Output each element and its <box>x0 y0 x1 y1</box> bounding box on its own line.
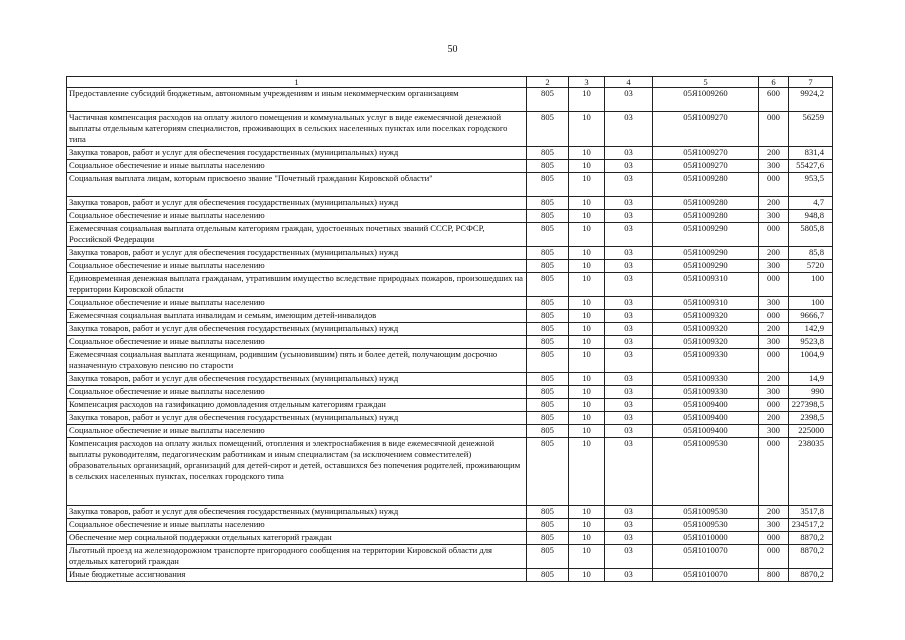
amount-cell: 56259 <box>789 112 833 147</box>
ministry-code-cell: 805 <box>527 88 569 112</box>
amount-cell: 14,9 <box>789 373 833 386</box>
ministry-code-cell: 805 <box>527 349 569 373</box>
table-row <box>67 160 833 173</box>
row-name-cell: Социальное обеспечение и иные выплаты населению <box>67 519 527 532</box>
table-row <box>67 349 833 373</box>
header-cell-1: 1 <box>67 77 527 88</box>
amount-cell: 2398,5 <box>789 412 833 425</box>
header-cell-5: 5 <box>653 77 759 88</box>
subsection-code-cell: 03 <box>605 297 653 310</box>
table-row <box>67 386 833 399</box>
expense-type-cell: 600 <box>759 88 789 112</box>
section-code-cell: 10 <box>569 173 605 197</box>
table-row <box>67 197 833 210</box>
section-code-cell: 10 <box>569 425 605 438</box>
subsection-code-cell: 03 <box>605 210 653 223</box>
subsection-code-cell: 03 <box>605 197 653 210</box>
table-row <box>67 210 833 223</box>
target-article-cell: 05Я1009330 <box>653 386 759 399</box>
expense-type-cell: 300 <box>759 260 789 273</box>
subsection-code-cell: 03 <box>605 532 653 545</box>
ministry-code-cell: 805 <box>527 336 569 349</box>
section-code-cell: 10 <box>569 349 605 373</box>
expense-type-cell: 000 <box>759 273 789 297</box>
amount-cell: 9523,8 <box>789 336 833 349</box>
section-code-cell: 10 <box>569 519 605 532</box>
table-row <box>67 519 833 532</box>
amount-cell: 3517,8 <box>789 506 833 519</box>
table-row <box>67 223 833 247</box>
table-row <box>67 173 833 197</box>
amount-cell: 238035 <box>789 438 833 506</box>
section-code-cell: 10 <box>569 147 605 160</box>
subsection-code-cell: 03 <box>605 273 653 297</box>
expense-type-cell: 300 <box>759 160 789 173</box>
section-code-cell: 10 <box>569 545 605 569</box>
table-row <box>67 147 833 160</box>
expense-type-cell: 000 <box>759 438 789 506</box>
table-row <box>67 112 833 147</box>
section-code-cell: 10 <box>569 112 605 147</box>
amount-cell: 142,9 <box>789 323 833 336</box>
amount-cell: 225000 <box>789 425 833 438</box>
header-cell-2: 2 <box>527 77 569 88</box>
expense-type-cell: 200 <box>759 247 789 260</box>
amount-cell: 4,7 <box>789 197 833 210</box>
table-row <box>67 506 833 519</box>
target-article-cell: 05Я1009280 <box>653 197 759 210</box>
ministry-code-cell: 805 <box>527 147 569 160</box>
target-article-cell: 05Я1009530 <box>653 438 759 506</box>
subsection-code-cell: 03 <box>605 412 653 425</box>
row-name-cell: Ежемесячная социальная выплата инвалидам и семьям, имеющим детей-инвалидов <box>67 310 527 323</box>
row-name-cell: Закупка товаров, работ и услуг для обеспечения государственных (муниципальных) нужд <box>67 373 527 386</box>
row-name-cell: Социальное обеспечение и иные выплаты населению <box>67 425 527 438</box>
section-code-cell: 10 <box>569 210 605 223</box>
section-code-cell: 10 <box>569 569 605 582</box>
target-article-cell: 05Я1009260 <box>653 88 759 112</box>
row-name-cell: Социальное обеспечение и иные выплаты населению <box>67 260 527 273</box>
table-row <box>67 399 833 412</box>
amount-cell: 55427,6 <box>789 160 833 173</box>
amount-cell: 5805,8 <box>789 223 833 247</box>
section-code-cell: 10 <box>569 160 605 173</box>
expense-type-cell: 200 <box>759 373 789 386</box>
expense-type-cell: 000 <box>759 545 789 569</box>
ministry-code-cell: 805 <box>527 569 569 582</box>
header-cell-4: 4 <box>605 77 653 88</box>
section-code-cell: 10 <box>569 273 605 297</box>
row-name-cell: Закупка товаров, работ и услуг для обеспечения государственных (муниципальных) нужд <box>67 412 527 425</box>
amount-cell: 9666,7 <box>789 310 833 323</box>
expense-type-cell: 300 <box>759 425 789 438</box>
page-number: 50 <box>447 44 458 55</box>
amount-cell: 831,4 <box>789 147 833 160</box>
ministry-code-cell: 805 <box>527 210 569 223</box>
target-article-cell: 05Я1009270 <box>653 160 759 173</box>
subsection-code-cell: 03 <box>605 438 653 506</box>
row-name-cell: Социальное обеспечение и иные выплаты населению <box>67 336 527 349</box>
table-row <box>67 273 833 297</box>
table-row <box>67 247 833 260</box>
target-article-cell: 05Я1009310 <box>653 273 759 297</box>
row-name-cell: Закупка товаров, работ и услуг для обеспечения государственных (муниципальных) нужд <box>67 197 527 210</box>
section-code-cell: 10 <box>569 197 605 210</box>
subsection-code-cell: 03 <box>605 569 653 582</box>
target-article-cell: 05Я1009330 <box>653 373 759 386</box>
target-article-cell: 05Я1009530 <box>653 506 759 519</box>
ministry-code-cell: 805 <box>527 506 569 519</box>
expense-type-cell: 200 <box>759 323 789 336</box>
amount-cell: 5720 <box>789 260 833 273</box>
ministry-code-cell: 805 <box>527 438 569 506</box>
amount-cell: 9924,2 <box>789 88 833 112</box>
table-row <box>67 438 833 506</box>
subsection-code-cell: 03 <box>605 173 653 197</box>
expense-type-cell: 000 <box>759 310 789 323</box>
table-row <box>67 425 833 438</box>
ministry-code-cell: 805 <box>527 310 569 323</box>
row-name-cell: Социальное обеспечение и иные выплаты населению <box>67 160 527 173</box>
table-row <box>67 260 833 273</box>
table-row <box>67 532 833 545</box>
section-code-cell: 10 <box>569 438 605 506</box>
section-code-cell: 10 <box>569 310 605 323</box>
expense-type-cell: 200 <box>759 506 789 519</box>
target-article-cell: 05Я1009530 <box>653 519 759 532</box>
ministry-code-cell: 805 <box>527 260 569 273</box>
subsection-code-cell: 03 <box>605 323 653 336</box>
target-article-cell: 05Я1009310 <box>653 297 759 310</box>
subsection-code-cell: 03 <box>605 386 653 399</box>
section-code-cell: 10 <box>569 88 605 112</box>
subsection-code-cell: 03 <box>605 112 653 147</box>
amount-cell: 100 <box>789 273 833 297</box>
row-name-cell: Социальное обеспечение и иные выплаты населению <box>67 210 527 223</box>
table-row <box>67 373 833 386</box>
ministry-code-cell: 805 <box>527 399 569 412</box>
target-article-cell: 05Я1009270 <box>653 112 759 147</box>
amount-cell: 990 <box>789 386 833 399</box>
expense-type-cell: 300 <box>759 386 789 399</box>
expense-type-cell: 300 <box>759 336 789 349</box>
section-code-cell: 10 <box>569 336 605 349</box>
subsection-code-cell: 03 <box>605 310 653 323</box>
section-code-cell: 10 <box>569 223 605 247</box>
section-code-cell: 10 <box>569 386 605 399</box>
amount-cell: 85,8 <box>789 247 833 260</box>
expense-type-cell: 000 <box>759 532 789 545</box>
ministry-code-cell: 805 <box>527 425 569 438</box>
section-code-cell: 10 <box>569 532 605 545</box>
ministry-code-cell: 805 <box>527 247 569 260</box>
expense-type-cell: 300 <box>759 519 789 532</box>
budget-table <box>66 76 833 582</box>
table-row <box>67 336 833 349</box>
target-article-cell: 05Я1009400 <box>653 399 759 412</box>
row-name-cell: Социальная выплата лицам, которым присвоено звание "Почетный гражданин Кировской области" <box>67 173 527 197</box>
target-article-cell: 05Я1009270 <box>653 147 759 160</box>
row-name-cell: Компенсация расходов на оплату жилых помещений, отопления и электроснабжения в виде ежемесячной денежной выплаты руководителям, педагогическим работникам и иным специалистам (за исключением совместителей) образовательных организаций, организаций для детей-сирот и детей, оставшихся без попечения родителей, проживающим в сельских населенных пунктах, поселках городского типа <box>67 438 527 506</box>
table-row <box>67 88 833 112</box>
target-article-cell: 05Я1009290 <box>653 260 759 273</box>
target-article-cell: 05Я1009400 <box>653 425 759 438</box>
subsection-code-cell: 03 <box>605 147 653 160</box>
section-code-cell: 10 <box>569 247 605 260</box>
subsection-code-cell: 03 <box>605 519 653 532</box>
row-name-cell: Ежемесячная социальная выплата женщинам, родившим (усыновившим) пять и более детей, получающим досрочно назначенную страховую пенсию по старости <box>67 349 527 373</box>
table-row <box>67 297 833 310</box>
row-name-cell: Льготный проезд на железнодорожном транспорте пригородного сообщения на территории Кировской области для отдельных категорий граждан <box>67 545 527 569</box>
expense-type-cell: 000 <box>759 173 789 197</box>
target-article-cell: 05Я1009280 <box>653 173 759 197</box>
target-article-cell: 05Я1009290 <box>653 223 759 247</box>
subsection-code-cell: 03 <box>605 223 653 247</box>
expense-type-cell: 300 <box>759 210 789 223</box>
target-article-cell: 05Я1009290 <box>653 247 759 260</box>
subsection-code-cell: 03 <box>605 88 653 112</box>
row-name-cell: Частичная компенсация расходов на оплату жилого помещения и коммунальных услуг в виде ежемесячной денежной выплаты отдельным категориям специалистов, проживающих в сельских населенных пунктах или поселках городского типа <box>67 112 527 147</box>
expense-type-cell: 300 <box>759 297 789 310</box>
ministry-code-cell: 805 <box>527 197 569 210</box>
ministry-code-cell: 805 <box>527 160 569 173</box>
target-article-cell: 05Я1010070 <box>653 545 759 569</box>
subsection-code-cell: 03 <box>605 373 653 386</box>
subsection-code-cell: 03 <box>605 247 653 260</box>
table-row <box>67 323 833 336</box>
ministry-code-cell: 805 <box>527 386 569 399</box>
target-article-cell: 05Я1009280 <box>653 210 759 223</box>
subsection-code-cell: 03 <box>605 399 653 412</box>
row-name-cell: Социальное обеспечение и иные выплаты населению <box>67 386 527 399</box>
section-code-cell: 10 <box>569 260 605 273</box>
ministry-code-cell: 805 <box>527 297 569 310</box>
ministry-code-cell: 805 <box>527 412 569 425</box>
table-row <box>67 545 833 569</box>
subsection-code-cell: 03 <box>605 349 653 373</box>
expense-type-cell: 800 <box>759 569 789 582</box>
ministry-code-cell: 805 <box>527 273 569 297</box>
amount-cell: 227398,5 <box>789 399 833 412</box>
header-row <box>67 77 833 88</box>
amount-cell: 1004,9 <box>789 349 833 373</box>
amount-cell: 100 <box>789 297 833 310</box>
table-row <box>67 412 833 425</box>
row-name-cell: Закупка товаров, работ и услуг для обеспечения государственных (муниципальных) нужд <box>67 323 527 336</box>
row-name-cell: Закупка товаров, работ и услуг для обеспечения государственных (муниципальных) нужд <box>67 506 527 519</box>
subsection-code-cell: 03 <box>605 336 653 349</box>
ministry-code-cell: 805 <box>527 545 569 569</box>
target-article-cell: 05Я1009330 <box>653 349 759 373</box>
subsection-code-cell: 03 <box>605 425 653 438</box>
ministry-code-cell: 805 <box>527 173 569 197</box>
amount-cell: 8870,2 <box>789 532 833 545</box>
ministry-code-cell: 805 <box>527 323 569 336</box>
ministry-code-cell: 805 <box>527 532 569 545</box>
target-article-cell: 05Я1009400 <box>653 412 759 425</box>
target-article-cell: 05Я1010070 <box>653 569 759 582</box>
expense-type-cell: 200 <box>759 197 789 210</box>
row-name-cell: Единовременная денежная выплата гражданам, утратившим имущество вследствие природных пожаров, произошедших на территории Кировской области <box>67 273 527 297</box>
header-cell-7: 7 <box>789 77 833 88</box>
ministry-code-cell: 805 <box>527 373 569 386</box>
row-name-cell: Закупка товаров, работ и услуг для обеспечения государственных (муниципальных) нужд <box>67 247 527 260</box>
row-name-cell: Компенсация расходов на газификацию домовладения отдельным категориям граждан <box>67 399 527 412</box>
amount-cell: 953,5 <box>789 173 833 197</box>
header-cell-6: 6 <box>759 77 789 88</box>
target-article-cell: 05Я1010000 <box>653 532 759 545</box>
target-article-cell: 05Я1009320 <box>653 323 759 336</box>
header-cell-3: 3 <box>569 77 605 88</box>
amount-cell: 8870,2 <box>789 569 833 582</box>
subsection-code-cell: 03 <box>605 545 653 569</box>
ministry-code-cell: 805 <box>527 112 569 147</box>
table-row <box>67 569 833 582</box>
section-code-cell: 10 <box>569 323 605 336</box>
subsection-code-cell: 03 <box>605 160 653 173</box>
expense-type-cell: 000 <box>759 223 789 247</box>
section-code-cell: 10 <box>569 506 605 519</box>
row-name-cell: Иные бюджетные ассигнования <box>67 569 527 582</box>
amount-cell: 948,8 <box>789 210 833 223</box>
ministry-code-cell: 805 <box>527 519 569 532</box>
ministry-code-cell: 805 <box>527 223 569 247</box>
row-name-cell: Ежемесячная социальная выплата отдельным категориям граждан, удостоенных почетных званий СССР, РСФСР, Российской Федерации <box>67 223 527 247</box>
section-code-cell: 10 <box>569 399 605 412</box>
expense-type-cell: 200 <box>759 412 789 425</box>
row-name-cell: Социальное обеспечение и иные выплаты населению <box>67 297 527 310</box>
expense-type-cell: 000 <box>759 349 789 373</box>
row-name-cell: Предоставление субсидий бюджетным, автономным учреждениям и иным некоммерческим организациям <box>67 88 527 112</box>
expense-type-cell: 000 <box>759 399 789 412</box>
row-name-cell: Обеспечение мер социальной поддержки отдельных категорий граждан <box>67 532 527 545</box>
expense-type-cell: 000 <box>759 112 789 147</box>
subsection-code-cell: 03 <box>605 260 653 273</box>
amount-cell: 234517,2 <box>789 519 833 532</box>
subsection-code-cell: 03 <box>605 506 653 519</box>
amount-cell: 8870,2 <box>789 545 833 569</box>
row-name-cell: Закупка товаров, работ и услуг для обеспечения государственных (муниципальных) нужд <box>67 147 527 160</box>
table-row <box>67 310 833 323</box>
target-article-cell: 05Я1009320 <box>653 336 759 349</box>
section-code-cell: 10 <box>569 373 605 386</box>
expense-type-cell: 200 <box>759 147 789 160</box>
section-code-cell: 10 <box>569 297 605 310</box>
target-article-cell: 05Я1009320 <box>653 310 759 323</box>
section-code-cell: 10 <box>569 412 605 425</box>
